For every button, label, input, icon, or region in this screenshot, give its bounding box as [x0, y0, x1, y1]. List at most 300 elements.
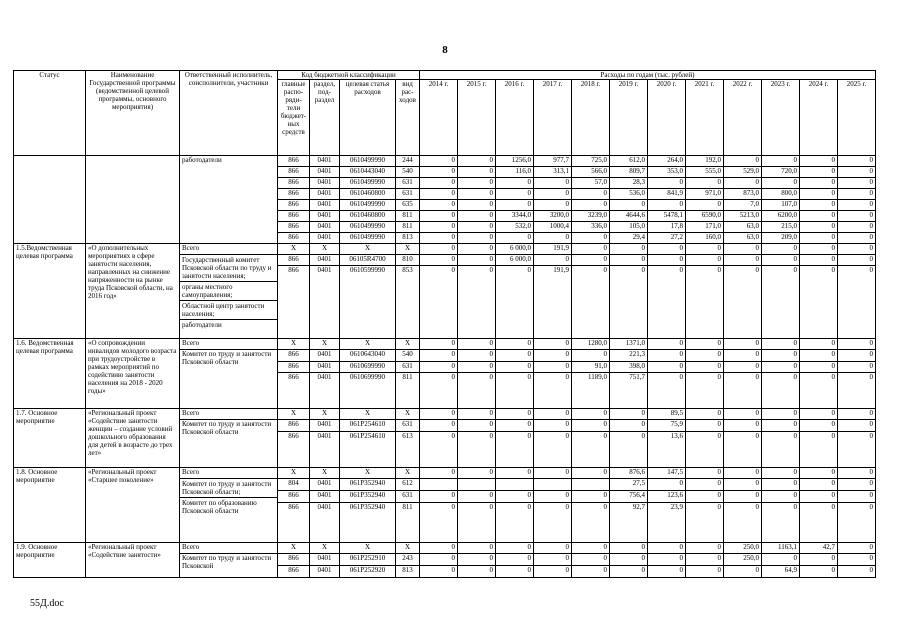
value-cell: 0 [534, 432, 572, 468]
value-cell: 0 [686, 266, 724, 339]
value-cell: 0 [648, 566, 686, 578]
value-cell: 0 [420, 373, 458, 409]
value-cell: 0 [534, 554, 572, 566]
value-cell: 0 [686, 350, 724, 362]
value-cell: 0 [800, 244, 838, 255]
value-cell: 0 [838, 543, 876, 554]
value-cell: 0 [724, 255, 762, 266]
budget-code-cell: 0401 [310, 554, 340, 566]
budget-code-cell: 244 [396, 156, 420, 167]
value-cell: 0 [686, 554, 724, 566]
value-cell: 0 [458, 420, 496, 432]
value-cell: 5213,0 [724, 211, 762, 222]
budget-code-cell: 0401 [310, 503, 340, 543]
budget-code-cell: 06105R4700 [340, 255, 396, 266]
value-cell: 0 [496, 233, 534, 244]
value-cell: 720,0 [762, 167, 800, 178]
budget-code-cell: X [396, 468, 420, 479]
budget-code-cell: 866 [278, 420, 310, 432]
value-cell: 0 [838, 222, 876, 233]
value-cell: 6590,0 [686, 211, 724, 222]
value-cell: 0 [800, 479, 838, 491]
value-cell: 215,0 [762, 222, 800, 233]
value-cell: 0 [686, 409, 724, 420]
value-cell: 0 [686, 566, 724, 578]
budget-code-cell: 866 [278, 373, 310, 409]
value-cell: 0 [496, 178, 534, 189]
value-cell: 0 [420, 350, 458, 362]
value-cell: 0 [838, 200, 876, 211]
value-cell: 0 [458, 468, 496, 479]
value-cell: 0 [534, 420, 572, 432]
budget-code-cell: 061P254610 [340, 432, 396, 468]
value-cell [534, 479, 572, 491]
total-label-cell: Всего [180, 244, 278, 255]
value-cell: 23,9 [648, 503, 686, 543]
header-year: 2019 г. [610, 80, 648, 156]
executor-cell [180, 479, 278, 543]
value-cell: 532,0 [496, 222, 534, 233]
header-year: 2017 г. [534, 80, 572, 156]
value-cell: 63,0 [724, 222, 762, 233]
value-cell: 725,0 [572, 156, 610, 167]
value-cell: 873,0 [724, 189, 762, 200]
value-cell: 0 [420, 491, 458, 503]
executor-cell: работодатели [180, 156, 278, 244]
budget-code-cell: 540 [396, 350, 420, 362]
budget-code-cell: 866 [278, 362, 310, 373]
value-cell: 0 [496, 543, 534, 554]
header-year: 2016 г. [496, 80, 534, 156]
value-cell: 536,0 [610, 189, 648, 200]
value-cell: 0 [762, 266, 800, 339]
value-cell: 0 [496, 432, 534, 468]
value-cell: 0 [800, 266, 838, 339]
budget-code-cell: X [278, 543, 310, 554]
value-cell: 0 [420, 200, 458, 211]
name-cell: «О дополнительных мероприятиях в сфере занятости населения, направленных на снижение напряженности на рынке труда Псковской области, на 2016 год» [86, 244, 180, 339]
budget-code-cell: 061P252920 [340, 566, 396, 578]
status-cell: 1.5.Ведомственная целевая программа [14, 244, 86, 339]
value-cell: 0 [800, 178, 838, 189]
budget-code-cell: 631 [396, 178, 420, 189]
budget-code-cell: 061P352940 [340, 479, 396, 491]
value-cell: 0 [800, 420, 838, 432]
value-cell: 0 [572, 543, 610, 554]
budget-code-cell: 866 [278, 554, 310, 566]
value-cell: 0 [724, 362, 762, 373]
value-cell: 6 000,0 [496, 255, 534, 266]
value-cell: 0 [458, 189, 496, 200]
value-cell: 0 [724, 491, 762, 503]
header-year: 2023 г. [762, 80, 800, 156]
value-cell: 0 [762, 479, 800, 491]
value-cell: 0 [496, 566, 534, 578]
value-cell: 3239,0 [572, 211, 610, 222]
footer-filename: 55Д.doc [30, 598, 64, 609]
value-cell: 7,0 [724, 200, 762, 211]
status-cell: 1.7. Основное мероприятие [14, 409, 86, 468]
value-cell: 0 [496, 491, 534, 503]
value-cell: 841,9 [648, 189, 686, 200]
value-cell: 0 [724, 468, 762, 479]
value-cell: 3344,0 [496, 211, 534, 222]
value-cell: 0 [534, 409, 572, 420]
budget-code-cell: 813 [396, 233, 420, 244]
value-cell: 809,7 [610, 167, 648, 178]
budget-code-cell: 811 [396, 503, 420, 543]
value-cell: 92,7 [610, 503, 648, 543]
value-cell: 0 [496, 266, 534, 339]
value-cell: 0 [762, 491, 800, 503]
table-row [14, 156, 876, 167]
budget-code-cell: 866 [278, 432, 310, 468]
value-cell: 0 [686, 432, 724, 468]
budget-code-cell: 0401 [310, 167, 340, 178]
value-cell: 0 [458, 503, 496, 543]
name-cell: «Региональный проект «Содействие занятости» [86, 543, 180, 578]
header-year: 2025 г. [838, 80, 876, 156]
budget-code-cell: X [340, 409, 396, 420]
budget-code-cell: 866 [278, 491, 310, 503]
value-cell: 0 [838, 566, 876, 578]
value-cell: 0 [648, 479, 686, 491]
budget-code-cell: 866 [278, 350, 310, 362]
budget-code-cell: X [310, 339, 340, 350]
value-cell: 0 [572, 189, 610, 200]
value-cell: 123,6 [648, 491, 686, 503]
value-cell [458, 479, 496, 491]
value-cell: 0 [800, 189, 838, 200]
header-budget-code: Код бюджетной классификации [278, 71, 420, 80]
value-cell: 0 [800, 503, 838, 543]
value-cell: 0 [420, 468, 458, 479]
budget-code-cell: 0610499990 [340, 200, 396, 211]
budget-code-cell: 811 [396, 222, 420, 233]
value-cell: 1163,1 [762, 543, 800, 554]
table-header [14, 71, 876, 156]
budget-code-cell: 866 [278, 167, 310, 178]
value-cell: 0 [458, 266, 496, 339]
value-cell: 0 [686, 255, 724, 266]
value-cell: 0 [762, 432, 800, 468]
value-cell: 0 [496, 554, 534, 566]
value-cell: 0 [800, 222, 838, 233]
value-cell: 612,0 [610, 156, 648, 167]
value-cell: 0 [610, 409, 648, 420]
value-cell: 0 [458, 178, 496, 189]
budget-table [13, 70, 876, 578]
value-cell: 0 [838, 468, 876, 479]
budget-code-cell: X [310, 468, 340, 479]
budget-code-cell: 0610499990 [340, 222, 396, 233]
value-cell: 29,4 [610, 233, 648, 244]
budget-code-cell: 866 [278, 222, 310, 233]
budget-code-cell: 631 [396, 362, 420, 373]
value-cell: 0 [572, 266, 610, 339]
header-status: Статус [14, 71, 86, 156]
value-cell: 0 [420, 222, 458, 233]
budget-code-cell: X [310, 409, 340, 420]
budget-code-cell: X [340, 543, 396, 554]
status-cell [14, 156, 86, 244]
value-cell: 0 [420, 554, 458, 566]
value-cell: 160,0 [686, 233, 724, 244]
page-number: 8 [442, 44, 448, 56]
value-cell: 0 [838, 189, 876, 200]
value-cell: 0 [686, 200, 724, 211]
value-cell: 0 [724, 420, 762, 432]
name-cell: «О сопровождении инвалидов молодого возраста при трудоустройстве в рамках мероприятий по содействию занятости населения на 2018 - 2020 годы» [86, 339, 180, 409]
budget-code-cell: 0401 [310, 200, 340, 211]
budget-code-cell: 0401 [310, 491, 340, 503]
value-cell: 0 [800, 211, 838, 222]
budget-code-cell: 0610460800 [340, 189, 396, 200]
value-cell: 756,4 [610, 491, 648, 503]
value-cell: 0 [724, 373, 762, 409]
value-cell: 0 [572, 244, 610, 255]
value-cell: 0 [762, 350, 800, 362]
executor-part: Комитет по труду и занятости Псковской области; [182, 480, 272, 496]
value-cell: 13,6 [648, 432, 686, 468]
value-cell: 0 [572, 566, 610, 578]
budget-code-cell: X [396, 409, 420, 420]
value-cell: 555,0 [686, 167, 724, 178]
budget-code-cell: 811 [396, 211, 420, 222]
value-cell: 0 [572, 200, 610, 211]
value-cell: 42,7 [800, 543, 838, 554]
value-cell: 0 [572, 503, 610, 543]
value-cell: 0 [686, 420, 724, 432]
value-cell: 0 [648, 373, 686, 409]
value-cell: 0 [420, 189, 458, 200]
status-cell: 1.8. Основное мероприятие [14, 468, 86, 543]
value-cell: 0 [800, 468, 838, 479]
budget-code-cell: 0401 [310, 432, 340, 468]
total-label-cell: Всего [180, 468, 278, 479]
header-year: 2024 г. [800, 80, 838, 156]
value-cell: 0 [838, 554, 876, 566]
value-cell: 0 [762, 339, 800, 350]
value-cell: 27,5 [610, 479, 648, 491]
value-cell: 0 [534, 339, 572, 350]
value-cell: 0 [458, 543, 496, 554]
value-cell: 0 [420, 233, 458, 244]
header-year: 2020 г. [648, 80, 686, 156]
value-cell: 0 [572, 409, 610, 420]
budget-code-cell: 0610499990 [340, 156, 396, 167]
value-cell: 0 [838, 156, 876, 167]
value-cell: 0 [648, 266, 686, 339]
value-cell: 0 [496, 468, 534, 479]
value-cell: 0 [610, 266, 648, 339]
value-cell: 0 [800, 432, 838, 468]
value-cell: 0 [458, 233, 496, 244]
budget-code-cell: 853 [396, 266, 420, 339]
budget-code-cell: 0401 [310, 233, 340, 244]
budget-code-cell: X [396, 244, 420, 255]
value-cell: 107,0 [762, 200, 800, 211]
value-cell: 0 [724, 350, 762, 362]
value-cell: 0 [724, 266, 762, 339]
value-cell: 0 [420, 566, 458, 578]
budget-code-cell: 631 [396, 420, 420, 432]
value-cell: 89,5 [648, 409, 686, 420]
value-cell: 0 [648, 554, 686, 566]
value-cell: 0 [800, 255, 838, 266]
value-cell: 1189,0 [572, 373, 610, 409]
value-cell: 264,0 [648, 156, 686, 167]
value-cell: 0 [572, 350, 610, 362]
budget-code-cell: 061P252910 [340, 554, 396, 566]
value-cell: 0 [686, 373, 724, 409]
budget-code-cell: 0401 [310, 373, 340, 409]
value-cell: 0 [420, 266, 458, 339]
value-cell: 28,3 [610, 178, 648, 189]
value-cell [572, 479, 610, 491]
value-cell: 0 [648, 543, 686, 554]
value-cell: 0 [648, 339, 686, 350]
budget-code-cell: 866 [278, 178, 310, 189]
value-cell: 0 [724, 503, 762, 543]
budget-code-cell: X [340, 468, 396, 479]
value-cell: 0 [458, 255, 496, 266]
value-cell: 0 [534, 468, 572, 479]
value-cell: 0 [534, 200, 572, 211]
value-cell: 0 [800, 200, 838, 211]
value-cell: 0 [762, 373, 800, 409]
budget-code-cell: 804 [278, 479, 310, 491]
value-cell: 0 [800, 339, 838, 350]
value-cell: 0 [458, 156, 496, 167]
budget-code-cell: 0401 [310, 189, 340, 200]
budget-code-cell: 866 [278, 255, 310, 266]
budget-code-cell: 613 [396, 432, 420, 468]
value-cell: 0 [686, 503, 724, 543]
value-cell: 0 [610, 543, 648, 554]
budget-code-cell: 0401 [310, 266, 340, 339]
value-cell: 0 [686, 479, 724, 491]
value-cell: 1000,4 [534, 222, 572, 233]
value-cell: 0 [458, 373, 496, 409]
budget-code-cell: X [310, 244, 340, 255]
value-cell: 0 [838, 244, 876, 255]
value-cell: 0 [496, 362, 534, 373]
value-cell: 0 [572, 432, 610, 468]
value-cell: 1371,0 [610, 339, 648, 350]
budget-code-cell: 866 [278, 233, 310, 244]
header-grbs: главные распо-ряди-тели бюджет-ных средств [278, 80, 310, 156]
table-row-total [14, 468, 876, 479]
budget-code-cell: 813 [396, 566, 420, 578]
budget-code-cell: 866 [278, 566, 310, 578]
value-cell: 876,6 [610, 468, 648, 479]
value-cell: 91,0 [572, 362, 610, 373]
value-cell: 0 [420, 503, 458, 543]
budget-code-cell: 0610599990 [340, 266, 396, 339]
value-cell: 0 [420, 420, 458, 432]
value-cell: 0 [420, 178, 458, 189]
value-cell: 17,8 [648, 222, 686, 233]
name-cell [86, 156, 180, 244]
value-cell: 0 [762, 156, 800, 167]
value-cell: 0 [534, 189, 572, 200]
value-cell: 147,5 [648, 468, 686, 479]
header-target: целевая статья расходов [340, 80, 396, 156]
header-year: 2018 г. [572, 80, 610, 156]
value-cell: 0 [458, 222, 496, 233]
value-cell: 0 [572, 491, 610, 503]
value-cell: 0 [838, 479, 876, 491]
value-cell: 0 [648, 244, 686, 255]
value-cell: 0 [458, 167, 496, 178]
value-cell: 1256,0 [496, 156, 534, 167]
table-row-total [14, 244, 876, 255]
executor-part: Областной центр занятости населения; [180, 300, 277, 319]
budget-code-cell: X [278, 339, 310, 350]
header-year: 2014 г. [420, 80, 458, 156]
value-cell: 0 [838, 266, 876, 339]
executor-part: органы местного самоуправления; [180, 281, 277, 300]
executor-cell: Комитет по труду и занятости Псковской [180, 554, 278, 578]
value-cell: 0 [686, 244, 724, 255]
value-cell: 0 [420, 255, 458, 266]
value-cell: 0 [610, 420, 648, 432]
value-cell: 0 [648, 200, 686, 211]
value-cell: 0 [762, 244, 800, 255]
value-cell: 336,0 [572, 222, 610, 233]
value-cell: 0 [686, 468, 724, 479]
value-cell: 0 [724, 409, 762, 420]
value-cell: 0 [838, 373, 876, 409]
value-cell: 0 [458, 211, 496, 222]
budget-code-cell: 0401 [310, 479, 340, 491]
value-cell: 0 [496, 200, 534, 211]
value-cell: 0 [572, 255, 610, 266]
value-cell: 0 [686, 178, 724, 189]
value-cell: 0 [610, 200, 648, 211]
budget-code-cell: 0610699990 [340, 362, 396, 373]
budget-code-cell: 866 [278, 503, 310, 543]
status-cell: 1.9. Основное мероприятие [14, 543, 86, 578]
value-cell: 0 [496, 339, 534, 350]
value-cell: 0 [420, 167, 458, 178]
value-cell: 27,2 [648, 233, 686, 244]
value-cell: 0 [838, 339, 876, 350]
value-cell: 0 [420, 409, 458, 420]
budget-code-cell: X [310, 543, 340, 554]
value-cell: 0 [686, 339, 724, 350]
value-cell: 0 [838, 178, 876, 189]
value-cell: 191,9 [534, 266, 572, 339]
value-cell: 0 [838, 211, 876, 222]
budget-code-cell: 0401 [310, 566, 340, 578]
value-cell: 0 [458, 350, 496, 362]
budget-code-cell: X [278, 244, 310, 255]
value-cell: 0 [762, 178, 800, 189]
executor-part: работодатели [180, 319, 277, 330]
budget-code-cell: 243 [396, 554, 420, 566]
value-cell: 0 [610, 566, 648, 578]
executor-part: Государственный комитет Псковской области по труду и занятости населения; [182, 256, 272, 280]
value-cell: 751,7 [610, 373, 648, 409]
name-cell: «Региональный проект «Старшее поколение» [86, 468, 180, 543]
value-cell: 0 [458, 432, 496, 468]
budget-code-cell: 061P352940 [340, 503, 396, 543]
value-cell: 0 [534, 543, 572, 554]
value-cell: 6200,0 [762, 211, 800, 222]
value-cell: 0 [420, 432, 458, 468]
